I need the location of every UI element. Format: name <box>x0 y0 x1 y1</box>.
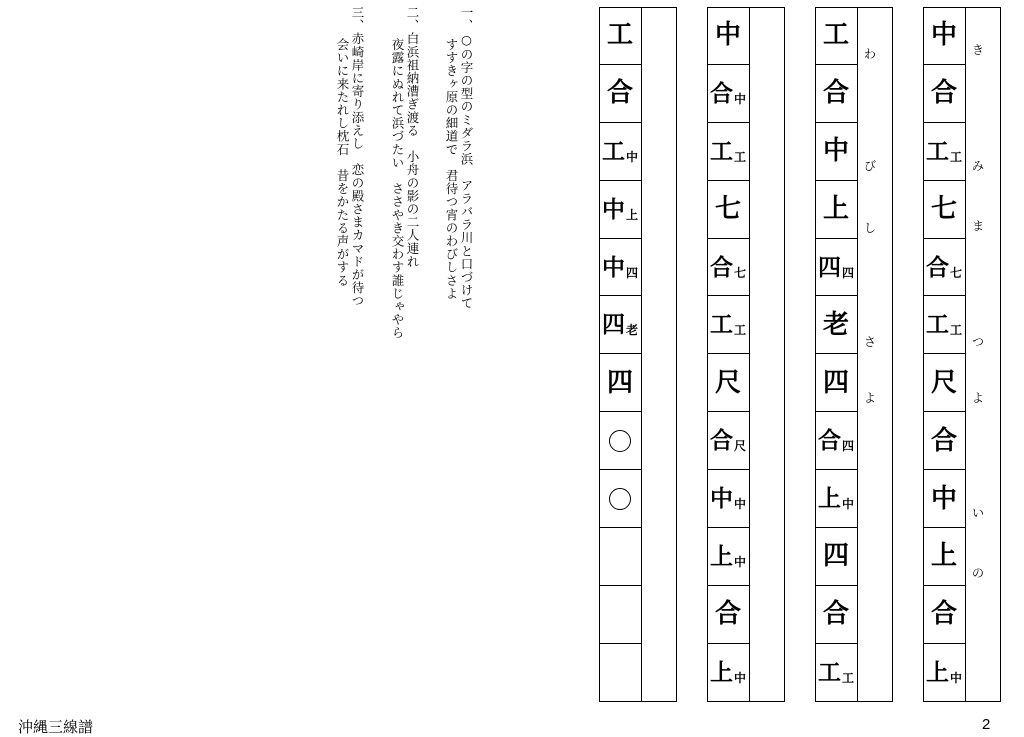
note-cell <box>923 644 965 702</box>
note-cell: 上 <box>923 528 965 586</box>
note-cell <box>599 528 641 586</box>
note-grace: 中 <box>625 149 638 164</box>
note-main: 上 <box>709 542 733 570</box>
note-grace: 中 <box>733 91 746 106</box>
verse-1 <box>444 6 474 310</box>
note-cell <box>599 239 641 297</box>
note-main: 工 <box>709 311 733 339</box>
note-grace: 四 <box>625 265 638 280</box>
note-cell <box>815 644 857 702</box>
note-cell: 尺 <box>707 354 749 412</box>
note-grace: 中 <box>733 671 746 686</box>
note-main: 上 <box>925 659 949 687</box>
note-cell <box>815 470 857 528</box>
note-cell <box>815 412 857 470</box>
note-main: 上 <box>817 485 841 513</box>
note-cell: 合 <box>815 586 857 644</box>
syllable-column <box>859 7 881 702</box>
note-cell <box>599 296 641 354</box>
note-cell <box>599 586 641 644</box>
note-cell: 中 <box>815 123 857 181</box>
note-main: 四 <box>817 253 841 281</box>
note-main: 四 <box>601 311 625 339</box>
note-cell <box>599 470 641 528</box>
lyric-syllable: き <box>972 43 985 57</box>
note-cell: 中 <box>923 7 965 65</box>
note-cell: 工 <box>599 7 641 65</box>
note-grace: 中 <box>949 671 962 686</box>
note-main: 上 <box>709 659 733 687</box>
note-grace: 工 <box>733 149 746 164</box>
note-main: 合 <box>709 427 733 455</box>
note-grace: 老 <box>625 323 638 338</box>
note-grace: 中 <box>733 497 746 512</box>
note-column <box>707 7 750 702</box>
note-cell <box>815 239 857 297</box>
note-cell: 尺 <box>923 354 965 412</box>
note-column <box>599 7 642 702</box>
lyric-syllable: わ <box>864 47 877 61</box>
note-main: 中 <box>601 253 625 281</box>
rest-circle-icon <box>609 430 631 452</box>
note-main: 合 <box>709 253 733 281</box>
note-grace: 工 <box>949 149 962 164</box>
note-cell: 中 <box>707 7 749 65</box>
note-cell: 合 <box>923 586 965 644</box>
note-main: 合 <box>709 79 733 107</box>
page-number: 2 <box>982 716 991 733</box>
note-grace: 中 <box>733 554 746 569</box>
verse-2 <box>390 6 420 339</box>
note-column <box>923 7 966 702</box>
note-cell: 合 <box>599 65 641 123</box>
note-grace: 七 <box>733 265 746 280</box>
note-main: 合 <box>925 253 949 281</box>
lyric-syllable: の <box>972 566 985 580</box>
note-cell <box>599 644 641 702</box>
verse-3 <box>335 6 365 307</box>
note-grace: 尺 <box>733 439 746 454</box>
lyric-syllable: い <box>972 506 985 520</box>
verse-3-line-1: 三、赤崎岸に寄り添えし 恋の殿さまカマドが待つ <box>350 6 365 308</box>
note-main: 工 <box>925 311 949 339</box>
note-cell: 四 <box>599 354 641 412</box>
note-cell: 合 <box>923 412 965 470</box>
rest-circle-icon <box>609 488 631 510</box>
lyric-syllable: よ <box>864 391 877 405</box>
note-grace: 四 <box>841 439 854 454</box>
note-main: 工 <box>925 137 949 165</box>
verse-1-line-2: すすきヶ原の細道で 君待つ宵のわびしさよ <box>444 38 459 300</box>
note-cell <box>707 65 749 123</box>
note-cell: 工 <box>815 7 857 65</box>
verse-2-line-2: 夜露にぬれて浜づたい ささやき交わす誰じゃやら <box>390 38 405 340</box>
note-cell <box>707 412 749 470</box>
lyric-syllable: つ <box>972 335 985 349</box>
note-cell: 七 <box>923 181 965 239</box>
note-grace: 中 <box>841 497 854 512</box>
note-cell: 上 <box>815 181 857 239</box>
note-cell <box>707 470 749 528</box>
note-main: 工 <box>817 659 841 687</box>
note-main: 工 <box>601 137 625 165</box>
note-grace: 上 <box>625 207 638 222</box>
note-grace: 工 <box>949 323 962 338</box>
note-cell <box>707 528 749 586</box>
syllable-column <box>967 7 989 702</box>
note-cell <box>923 239 965 297</box>
note-cell <box>599 181 641 239</box>
note-cell: 合 <box>923 65 965 123</box>
note-cell <box>707 296 749 354</box>
note-cell <box>707 644 749 702</box>
note-grace: 四 <box>841 265 854 280</box>
note-cell <box>923 296 965 354</box>
note-cell <box>599 123 641 181</box>
note-grace: 工 <box>733 323 746 338</box>
note-cell: 七 <box>707 181 749 239</box>
lyric-syllable: み <box>972 159 985 173</box>
lyric-syllable: し <box>864 221 877 235</box>
note-cell <box>923 123 965 181</box>
note-cell: 老 <box>815 296 857 354</box>
lyric-syllable: さ <box>864 335 877 349</box>
note-cell: 四 <box>815 528 857 586</box>
note-main: 合 <box>817 427 841 455</box>
note-cell: 合 <box>815 65 857 123</box>
note-cell <box>707 123 749 181</box>
lyric-syllable: よ <box>972 391 985 405</box>
note-main: 中 <box>601 195 625 223</box>
note-column <box>815 7 858 702</box>
verse-3-line-2: 会いに来たれし枕石 昔をかたる声がする <box>335 38 350 287</box>
note-main: 中 <box>709 485 733 513</box>
lyric-syllable: び <box>864 159 877 173</box>
lyric-syllable: ま <box>972 219 985 233</box>
note-cell <box>707 239 749 297</box>
note-cell <box>599 412 641 470</box>
note-cell: 四 <box>815 354 857 412</box>
note-cell: 中 <box>923 470 965 528</box>
note-grace: 七 <box>949 265 962 280</box>
verse-2-line-1: 二、白浜祖納漕ぎ渡る 小舟の影の二人連れ <box>405 6 420 269</box>
note-cell: 合 <box>707 586 749 644</box>
footer-title: 沖縄三線譜 <box>18 719 94 736</box>
verse-1-line-1: 一、○の字の型のミダラ浜 アラバラ川と口づけて <box>459 6 474 310</box>
note-main: 工 <box>709 137 733 165</box>
note-grace: 工 <box>841 671 854 686</box>
